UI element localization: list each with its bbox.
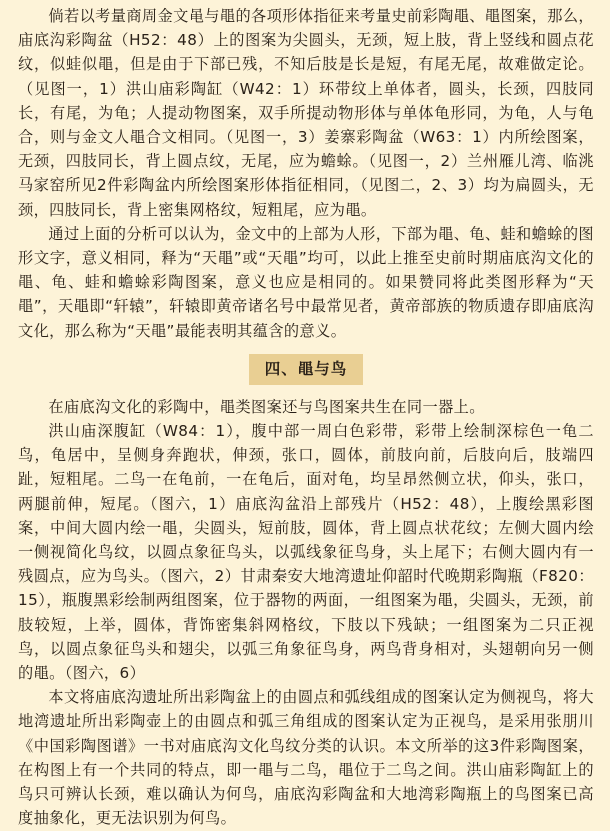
paragraph-text: 在庙底沟文化的彩陶中，黽类图案还与鸟图案共生在同一器上。 — [48, 397, 485, 416]
section-heading: 四、黽与鸟 — [249, 354, 363, 385]
paragraph-text: 通过上面的分析可以认为，金文中的上部为人形，下部为黽、龟、蛙和蟾蜍的图形文字，意义相同，释为“天黽”或“天黽”均可，以此上推至史前时期庙底沟文化的黽、龟、蛙和蟾蜍彩陶图案，意义也应是相同的。如果赞同将此类图形释为“天黽”，天黽即“轩辕”，轩辕即黄帝诸名号中最常见者，黄帝部族的物质遗存即庙底沟文化，那么称为“天黽”最能表明其蕴含的意义。 — [18, 224, 594, 340]
paragraph-text: 洪山庙深腹缸（W84：1），腹中部一周白色彩带，彩带上绘制深棕色一龟二鸟，龟居中，呈侧身奔跑状，伸颈，张口，圆体，前肢向前，后肢向后，肢端四趾，短粗尾。二鸟一在龟前，一在龟后，面对龟，均呈昂然侧立状，仰头，张口，两腿前伸，短尾。（图六，1）庙底沟盆沿上部残片（H52：48），上腹绘黑彩图案，中间大圆内绘一黽，尖圆头，短前肢，圆体，背上圆点状花纹；左侧大圆内绘一侧视简化鸟纹，以圆点象征鸟头，以弧线象征鸟身，头上尾下；右侧大圆内有一残圆点，应为鸟头。（图六，2）甘肃秦安大地湾遗址仰韶时代晚期彩陶瓶（F820：15），瓶腹黑彩绘制两组图案，位于器物的两面，一组图案为黽，尖圆头，无颈，前肢较短，上举，圆体，背饰密集斜网格纹，下肢以下残缺；一组图案为二只正视鸟，以圆点象征鸟头和翅尖，以弧三角象征鸟身，两鸟背身相对，头翅朝向另一侧的黽。（图六，6） — [18, 422, 594, 683]
paragraph-text: 倘若以考量商周金文黾与黽的各项形体指征来考量史前彩陶黽、黽图案，那么，庙底沟彩陶盆（H52：48）上的图案为尖圆头，无颈，短上肢，背上竖线和圆点花纹，似蛙似黽，但是由于下部已残，不知后肢是长是短，有尾无尾，故难做定论。（见图一，1）洪山庙彩陶缸（W42：1）环带纹上单体者，圆头，长颈，四肢同长，有尾，为龟；人提动物图案，双手所提动物形体与单体龟形同，为龟，人与龟合，则与金文人黽合文相同。（见图一，3）姜寨彩陶盆（W63：1）内所绘图案，无颈，四肢同长，背上圆点纹，无尾，应为蟾蜍。（见图一，2）兰州雁儿湾、临洮马家窑所见2件彩陶盆内所绘图案形体指征相同，（见图二，2、3）均为扁圆头，无颈，四肢同长，背上密集网格纹，短粗尾，应为黽。 — [18, 7, 594, 219]
paragraph-text: 本文将庙底沟遗址所出彩陶盆上的由圆点和弧线组成的图案认定为侧视鸟，将大地湾遗址所出彩陶壶上的由圆点和弧三角组成的图案认定为正视鸟，是采用张朋川《中国彩陶图谱》一书对庙底沟文化鸟纹分类的认识。本文所举的这3件彩陶图案，在构图上有一个共同的特点，即一黽与二鸟，黽位于二鸟之间。洪山庙彩陶缸上的鸟只可辨认长颈，难以确认为何鸟，庙底沟彩陶盆和大地湾彩陶瓶上的鸟图案已高度抽象化，更无法识别为何鸟。 — [18, 688, 594, 828]
